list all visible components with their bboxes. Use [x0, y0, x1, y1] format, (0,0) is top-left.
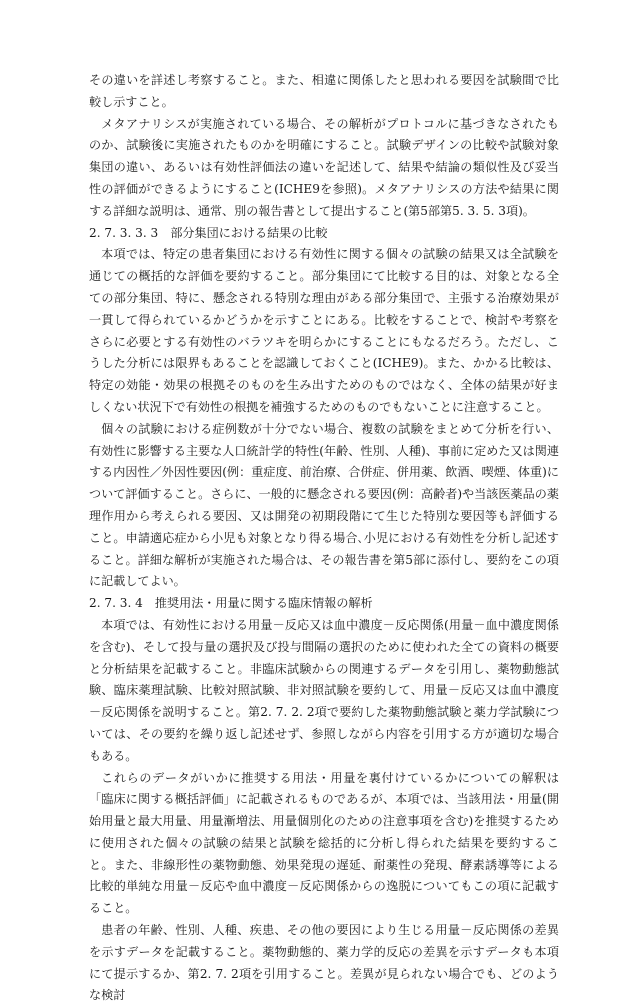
paragraph-7: 患者の年齢、性別、人種、疾患、その他の要因により生じる用量－反応関係の差異を示すデータを記載すること。薬物動態的、薬力学的反応の差異を示すデータも本項にて提示するか、第2. 7. 2項を引用すること。差異が見られない場合でも、どのような検討 — [89, 923, 559, 1003]
paragraph-5: 本項では、有効性における用量－反応又は血中濃度－反応関係(用量－血中濃度関係を含む)、そして投与量の選択及び投与間隔の選択のために使われた全ての資料の概要と分析結果を記載すること。非臨床試験からの関連するデータを引用し、薬物動態試験、臨床薬理試験、比較対照試験、非対照試験を要約して、用量－反応又は血中濃度－反応関係を説明すること。第2. 7. 2. 2項で要約した薬物動態試験と薬力学試験については、その要約を繰り返し記述せず、参照しながら内容を引用する方が適切な場合もある。 — [89, 617, 559, 763]
document-body — [89, 70, 559, 1007]
paragraph-3: 本項では、特定の患者集団における有効性に関する個々の試験の結果又は全試験を通じての概括的な評価を要約すること。部分集団にて比較する目的は、対象となる全ての部分集団、特に、懸念される特別な理由がある部分集団で、主張する治療効果が一貫して得られているかどうかを示すことにある。比較をすることで、検討や考察をさらに必要とする有効性のバラツキを明らかにすることにもなるだろう。ただし、こうした分析には限界もあることを認識しておくこと(ICHE9)。また、かかる比較は、特定の効能・効果の根拠そのものを生み出すためのものではなく、全体の結果が好ましくない状況下で有効性の根拠を補強するためのものでもないことに注意すること。 — [89, 247, 559, 414]
paragraph-6: これらのデータがいかに推奨する用法・用量を裏付けているかについての解釈は「臨床に関する概括評価」に記載されるものであるが、本項では、当該用法・用量(開始用量と最大用量、用量漸増法、用量個別化のための注意事項を含む)を推奨するために使用された個々の試験の結果と試験を総括的に分析し得られた結果を要約すること。また、非線形性の薬物動態、効果発現の遅延、耐薬性の発現、酵素誘導等による比較的単純な用量－反応や血中濃度－反応関係からの逸脱についてもこの項に記載すること。 — [89, 770, 559, 916]
section-heading-2-7-3-3-3: 2. 7. 3. 3. 3 部分集団における結果の比較 — [89, 225, 328, 240]
paragraph-2: メタアナリシスが実施されている場合、その解析がプロトコルに基づきなされたものか、試験後に実施されたものかを明確にすること。試験デザインの比較や試験対象集団の違い、あるいは有効性評価法の違いを記述して、結果や結論の類似性及び妥当性の評価ができるようにすること(ICHE9を参照)。メタアナリシスの方法や結果に関する詳細な説明は、通常、別の報告書として提出すること(第5部第5. 3. 5. 3項)。 — [89, 116, 559, 218]
section-heading-2-7-3-4: 2. 7. 3. 4 推奨用法・用量に関する臨床情報の解析 — [89, 596, 373, 611]
paragraph-4: 個々の試験における症例数が十分でない場合、複数の試験をまとめて分析を行い、有効性に影響する主要な人口統計学的特性(年齢、性別、人種)、事前に定めた又は関連する内因性／外因性要因(例：重症度、前治療、合併症、併用薬、飲酒、喫煙、体重)について評価すること。さらに、一般的に懸念される要因(例：高齢者)や当該医薬品の薬理作用から考えられる要因、又は開発の初期段階にて生じた特別な要因等も評価すること。申請適応症から小児も対象となり得る場合､小児における有効性を分析し記述すること。詳細な解析が実施された場合は、その報告書を第5部に添付し、要約をこの項に記載してよい。 — [89, 421, 559, 589]
paragraph-1: その違いを詳述し考察すること。また、相違に関係したと思われる要因を試験間で比較し示すこと。 — [89, 73, 559, 109]
